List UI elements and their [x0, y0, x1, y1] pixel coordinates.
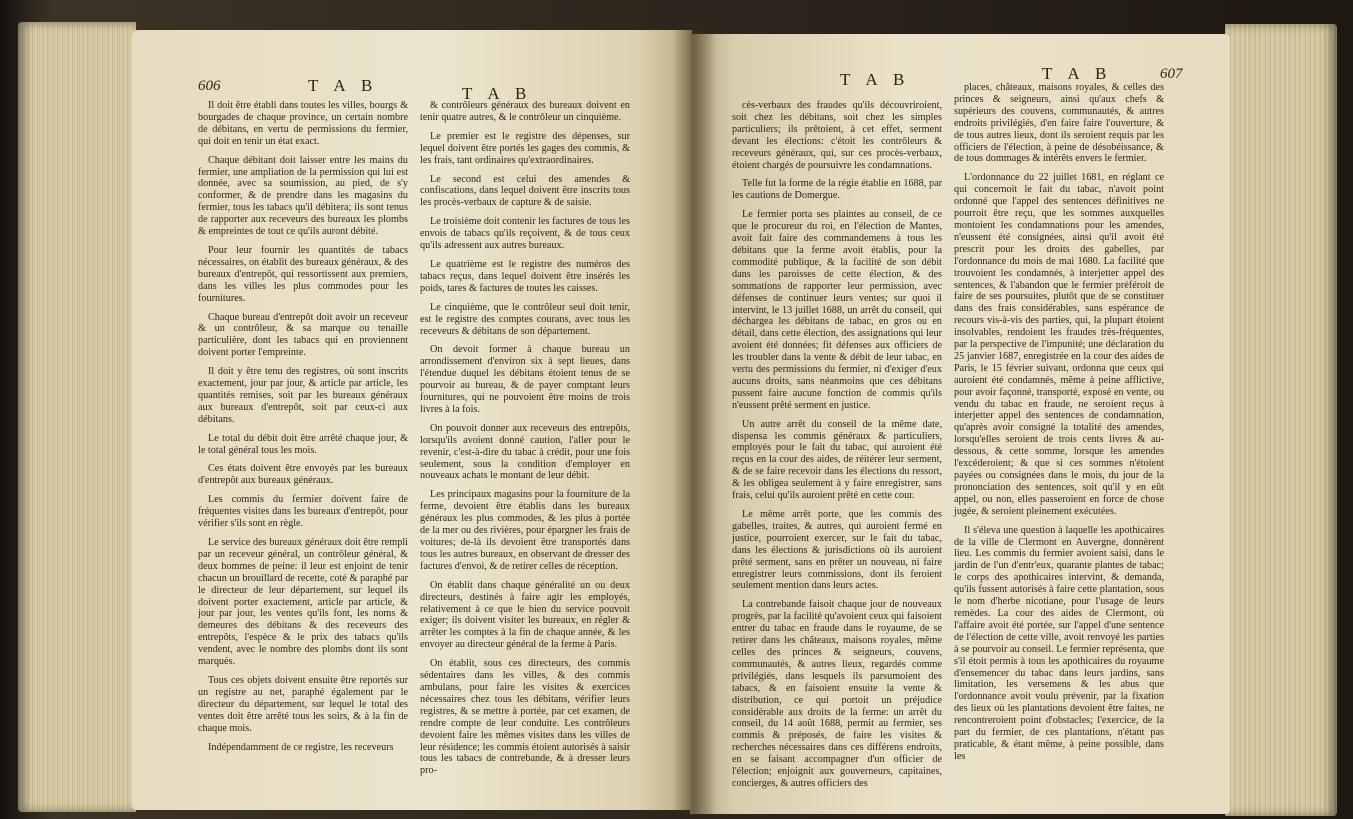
paragraph: Il doit y être tenu des registres, où sont inscrits exactement, jour par jour, & article par article, les quantités remises, soit par les bureaux généraux aux bureaux d'entrepôt, soit par ceux-ci aux débitans.: [198, 366, 408, 425]
paragraph: Il doit être établi dans toutes les villes, bourgs & bourgades de chaque province, un certain nombre de débitans, en vertu de permissions du fermier, qui doit en tenir un état exact.: [198, 100, 408, 147]
text-column: [420, 100, 630, 784]
paragraph: Le fermier porta ses plaintes au conseil, de ce que le procureur du roi, en l'élection de Mantes, avoit fait faire des commandemens à tous les débitans que la ferme avoit établis, pour la commodité publique, & la facilité de son débit dans les paroisses de cette élection, & des sommations de rapporter leur permission, avec défenses de continuer leurs ventes; sur quoi il intervint, le 13 juillet 1688, un arrêt du conseil, qui déchargea les débitans de tabac, en gros ou en détail, dans cette élection, des assignations qui leur avoient été données; fit défenses aux officiers de les troubler dans la vente & débit de leur tabac, en vertu des permissions du fermier, ni d'exiger d'eux aucuns droits, sans néanmoins que ces débitans pussent faire aucune fonction de commis qu'ils n'eussent prêté serment en justice.: [732, 209, 942, 411]
running-head-title: T A B: [462, 84, 533, 103]
page-number: 607: [1160, 66, 1183, 82]
paragraph: Le troisième doit contenir les factures de tous les envois de tabacs qu'ils reçoivent, & de tous ceux qu'ils adressent aux autres bureaux.: [420, 216, 630, 252]
paragraph: Il s'éleva une question à laquelle les apothicaires de la ville de Clermont en Auvergne, donnèrent lieu. Les commis du fermier avoient saisi, dans le jardin de l'un d'entr'eux, quarante plantes de tabac; le corps des apothicaires intervint, & demanda, qu'ils fussent autorisés à faire cette plantation, sous le nom d'herbe nicotiane, pour l'usage de leurs remèdes. La cour des aides de Clermont, où l'affaire avoit été portée, sur l'appel d'une sentence de l'élection de cette ville, avoit renvoyé les parties à se pourvoir au conseil. Le fermier représenta, que s'il étoit permis à tous les apothicaires du royaume d'ensemencer du tabac dans leurs jardins, sans limitation, les versemens & les abus que l'ordonnance avoit voulu prévenir, par la fixation des lieux où les plantations devoient être faites, ne rencontreroient point d'obstacles; l'exercice, de la part du fermier, de ces plantations, n'étant pas praticable, & étant même, à peine possible, dans les: [954, 524, 1164, 762]
paragraph: La contrebande faisoit chaque jour de nouveaux progrès, par la facilité qu'avoient ceux qui faisoient entrer du tabac en fraude dans le royaume, de se retirer dans les châteaux, maisons royales, même celles des princes & seigneurs, couvens, communautés, & autres lieux, regardés comme privilégiés, dans lesquels ils parsumoient des tabacs, & en faisoient ensuite la vente & distribution, ce qui portoit un préjudice considérable aux droits de la ferme: un arrêt du conseil, du 14 août 1688, permit au fermier, ses commis & préposés, de faire les visites & recherches nécessaires dans ces différens endroits, en se faisant accompagner d'un officier de l'élection; enjoignit aux gouverneurs, capitaines, concierges, & autres officiers des: [732, 599, 942, 789]
page-edges-right: [1225, 24, 1337, 816]
paragraph: L'ordonnance du 22 juillet 1681, en réglant ce qui concernoit le fait du tabac, n'avoit point ordonné que l'appel des sentences définitives ne pourroit être reçu, que les sommes auxquelles montoient les condamnations pour les amendes, n'eussent été consignées, ainsi qu'il avoit été prescrit pour les droits des gabelles, par l'ordonnance du mois de mai 1680. La facilité que trouvoient les condamnés, à interjetter appel des sentences, & l'abandon que le fermier préféroit de faire de ses poursuites, plutôt que de se constituer dans des frais considérables, sans espérance de recours vis-à-vis des parties, qui, la plupart étoient insolvables, rendoient les fraudes très-fréquentes, par la perspective de l'impunité; une déclaration du 25 janvier 1687, enregistrée en la cour des aides de Paris, le 15 février suivant, ordonna que ceux qui auroient été condamnés, même à peine afflictive, pour avoir façonné, transporté, exposé en vente, ou vendu du tabac en fraude, ne seroient reçus à interjetter appel des sentences de condamnation, qu'après avoir consigné la totalité des amendes, lorsqu'elles seroient de trois cents livres & au-dessous, & cette somme, lorsque les amendes l'excéderoient; & que si ces sommes n'étoient payées ou consignées dans le mois, du jour de la prononciation des sentences, soit qu'il y en eût appel, ou non, elles passeroient en force de chose jugée, & seroient pleinement exécutées.: [954, 172, 1164, 517]
paragraph: places, châteaux, maisons royales, & celles des princes & seigneurs, ainsi qu'aux chefs & supérieurs des couvens, communautés, & autres endroits privilégiés, d'en faire faire l'ouverture, & de tous autres lieux, dont ils seroient requis par les officiers de l'élection, à peine de désobéissance, & de tous dommages & intérêts envers le fermier.: [954, 82, 1164, 165]
page-edges-left: [18, 22, 136, 812]
text-column: [732, 100, 942, 797]
paragraph: Les commis du fermier doivent faire de fréquentes visites dans les bureaux d'entrepôt, pour vérifier s'ils sont en règle.: [198, 494, 408, 530]
paragraph: On devoit former à chaque bureau un arrondissement d'environ six à sept lieues, dans l'étendue duquel les débitans étoient tenus de se pourvoir au bureau, & de payer comptant leurs fournitures, qui ne pouvoient être moins de trois livres à la fois.: [420, 344, 630, 415]
right-page: [690, 34, 1230, 814]
paragraph: Le total du débit doit être arrêté chaque jour, & le total général tous les mois.: [198, 432, 408, 456]
paragraph: Chaque débitant doit laisser entre les mains du fermier, une ampliation de la permission qui lui est donnée, avec sa soumission, au pied, de s'y conformer, & de prendre dans les magasins du fermier, tous les tabacs qu'il débitera; ils sont tenus de rapporter aux receveurs des bureaux les plombs & empreintes de tout ce qu'ils auront débité.: [198, 154, 408, 238]
paragraph: Les principaux magasins pour la fourniture de la ferme, devoient être établis dans les bureaux généraux les plus commodes, & les plus à portée de la mer ou des rivières, pour épargner les frais de voitures; de-là ils devoient être transportés dans tous les autres bureaux, en observant de dresser des factures d'envoi, & de retirer celles de réception.: [420, 489, 630, 572]
paragraph: Chaque bureau d'entrepôt doit avoir un receveur & un contrôleur, & sa marque ou tenaille particulière, dont les tabacs qui en proviennent doivent porter l'empreinte.: [198, 311, 408, 359]
paragraph: & contrôleurs généraux des bureaux doivent en tenir quatre autres, & le contrôleur un cinquième.: [420, 100, 630, 123]
text-column: [954, 82, 1164, 770]
paragraph: Le même arrêt porte, que les commis des gabelles, traites, & autres, qui auroient fermé en justice, pourroient exercer, sur le fait du tabac, dans les élections & jurisdictions où ils auroient prêté serment, sans en prêter un nouveau, ni faire enregistrer leurs commissions, dont ils feroient seulement mention dans leurs actes.: [732, 509, 942, 592]
paragraph: Le second est celui des amendes & confiscations, dans lequel doivent être inscrits tous les procès-verbaux de capture & de saisie.: [420, 173, 630, 209]
paragraph: On établit, sous ces directeurs, des commis sédentaires dans les villes, & des commis ambulans, pour faire les visites & exercices nécessaires chez tous les débitans, vérifier leurs registres, & se mettre à portée, par cet examen, de rendre compte de leur conduite. Les contrôleurs devoient faire les mêmes visites dans les villes de leur résidence; les commis étoient autorisés à saisir tous les tabacs de contrebande, & à dresser leurs pro-: [420, 658, 630, 777]
running-head-title: T A B: [1042, 64, 1113, 83]
page-number: 606: [198, 78, 221, 94]
text-column: [198, 100, 408, 760]
paragraph: On établit dans chaque généralité un ou deux directeurs, destinés à faire agir les employés, relativement à ce que le bien du service pouvoit exiger; ils doivent visiter les bureaux, en régler & arrêter les comptes à la fin de chaque année, & les envoyer au directeur général de la ferme à Paris.: [420, 579, 630, 651]
paragraph: Indépendamment de ce registre, les receveurs: [208, 741, 394, 753]
running-head-left: [132, 74, 692, 103]
paragraph: Le quatrième est le registre des numéros des tabacs reçus, dans lequel doivent être insérés les poids, tares & factures de toutes les caisses.: [420, 258, 630, 294]
paragraph: Telle fut la forme de la régie établie en 1688, par les cautions de Domergue.: [732, 178, 942, 202]
paragraph: Le cinquième, que le contrôleur seul doit tenir, est le registre des comptes courans, avec tous les receveurs & débitans de son département.: [420, 301, 630, 337]
paragraph: Pour leur fournir les quantités de tabacs nécessaires, on établit des bureaux généraux, & des bureaux d'entrepôt, qui ressortissent aux premiers, dans les villes les plus commodes pour les fournitures.: [198, 244, 408, 304]
book-gutter: [672, 30, 716, 814]
left-page: [132, 30, 692, 810]
paragraph: Un autre arrêt du conseil de la même date, dispensa les commis généraux & particuliers, employés pour le fait du tabac, qui auroient été reçus en la cour des aides, de réitérer leur serment, & de se faire recevoir dans les élections du ressort, & les obligea seulement à y faire enregistrer, sans frais, celui qu'ils auroient prêté en cette cour.: [732, 418, 942, 502]
paragraph: Ces états doivent être envoyés par les bureaux d'entrepôt aux bureaux généraux.: [198, 463, 408, 487]
paragraph: Le service des bureaux généraux doit être rempli par un receveur général, un contrôleur général, & deux hommes de peine: il leur est enjoint de tenir chacun un brouillard de recette, coté & paraphé par le directeur de leur département, sur lequel ils doivent porter exactement, article par article, & jour par jour, les ventes qu'ils font, les noms & demeures des débitans & des receveurs des entrepôts, l'espèce & le prix des tabacs qu'ils vendent, avec le nombre des plombs dont ils sont marqués.: [198, 537, 408, 668]
running-head-title: T A B: [308, 76, 379, 95]
paragraph: On pouvoit donner aux receveurs des entrepôts, lorsqu'ils avoient donné caution, l'aller pour le revenir, c'est-à-dire du tabac à crédit, pour une fois seulement, sous la condition d'employer en nouveaux achats le montant de leur débit.: [420, 422, 630, 482]
paragraph: Le premier est le registre des dépenses, sur lequel doivent être portés les gages des commis, & les frais, tant ordinaires qu'extraordinaires.: [420, 130, 630, 166]
running-head-title: T A B: [840, 70, 911, 89]
paragraph: Tous ces objets doivent ensuite être reportés sur un registre au net, paraphé également par le directeur du département, sur lequel le total des ventes doit être arrêté tous les soirs, & à la fin de chaque mois.: [198, 674, 408, 734]
paragraph: cès-verbaux des fraudes qu'ils découvriroient, soit chez les débitans, soit chez les simples particuliers; ils prêtoient, à cet effet, serment devant les élections: c'étoit les contrôleurs & receveurs généraux, qui, sur ces procès-verbaux, étoient chargés de poursuivre les condamnations.: [732, 100, 942, 171]
